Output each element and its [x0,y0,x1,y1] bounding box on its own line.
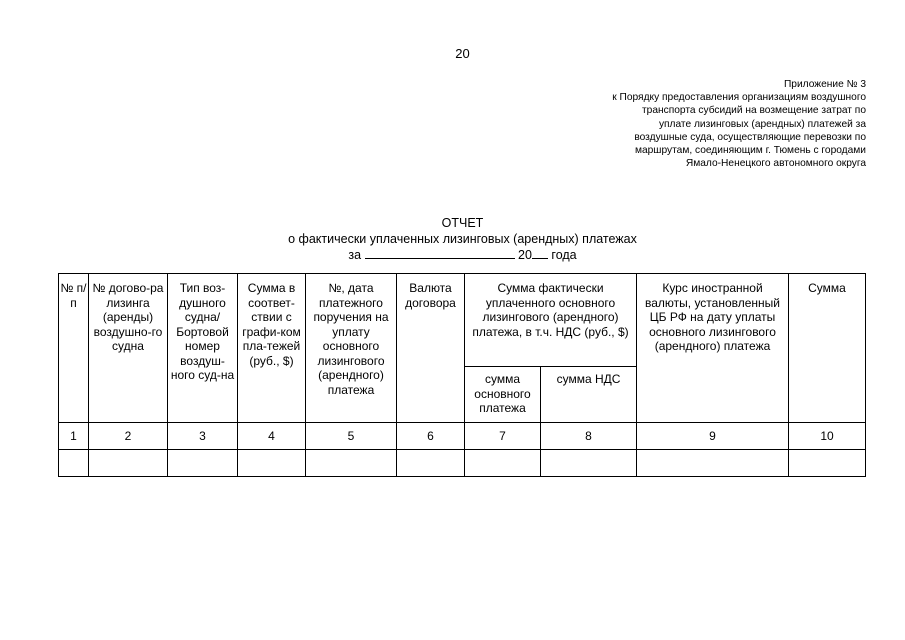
period-suffix: года [551,248,577,262]
column-number: 7 [465,423,541,450]
header-cell: № догово-ра лизинга (аренды) воздушно-го судна [89,274,168,423]
column-number-row [59,423,866,450]
column-number: 6 [397,423,465,450]
page-number: 20 [455,46,470,61]
table-cell[interactable] [168,450,238,477]
year-blank [532,248,548,259]
header-cell: Курс иностранной валюты, установленный ЦБ РФ на дату уплаты основного лизингового (арендного) платежа [637,274,789,423]
appendix-line: уплате лизинговых (арендных) платежей за [658,118,866,130]
appendix-line: транспорта субсидий на возмещение затрат по [642,105,866,117]
appendix-line: маршрутам, соединяющим г. Тюмень с городами [634,145,866,157]
column-number: 1 [59,423,89,450]
table-cell[interactable] [397,450,465,477]
table-cell[interactable] [306,450,397,477]
column-number: 9 [637,423,789,450]
header-cell: сумма НДС [541,367,637,423]
table-cell[interactable] [541,450,637,477]
appendix-line: воздушные суда, осуществляющие перевозки по [634,131,866,143]
table-cell[interactable] [637,450,789,477]
header-cell: Сумма в соответ-ствии с графи-ком пла-тежей (руб., $) [238,274,306,423]
table-cell[interactable] [238,450,306,477]
header-row [59,274,866,367]
report-heading [60,215,865,263]
appendix-line: Ямало-Ненецкого автономного округа [685,158,866,170]
header-cell: Валюта договора [397,274,465,423]
report-table [58,273,866,477]
column-number: 2 [89,423,168,450]
header-cell: №, дата платежного поручения на уплату основного лизингового (арендного) платежа [306,274,397,423]
column-number: 5 [306,423,397,450]
table-cell[interactable] [789,450,866,477]
header-cell: № п/п [59,274,89,423]
table-cell[interactable] [89,450,168,477]
table-row [59,450,866,477]
table-cell[interactable] [59,450,89,477]
appendix-line: к Порядку предоставления организациям воздушного [612,92,866,104]
column-number: 4 [238,423,306,450]
header-cell: Тип воз-душного судна/ Бортовой номер воздуш-ного суд-на [168,274,238,423]
report-subtitle: о фактически уплаченных лизинговых (арендных) платежах [288,232,637,246]
column-number: 10 [789,423,866,450]
appendix-note [536,78,866,170]
column-number: 3 [168,423,238,450]
period-blank [365,248,515,259]
report-title: ОТЧЕТ [441,216,484,230]
period-prefix: за [348,248,362,262]
table-cell[interactable] [465,450,541,477]
report-period [60,247,865,263]
header-cell: Сумма фактически уплаченного основного лизингового (арендного) платежа, в т.ч. НДС (руб., $) [465,274,637,367]
header-cell: сумма основного платежа [465,367,541,423]
header-cell: Сумма [789,274,866,423]
column-number: 8 [541,423,637,450]
appendix-line: Приложение № 3 [783,79,866,90]
period-year-prefix: 20 [518,248,532,262]
